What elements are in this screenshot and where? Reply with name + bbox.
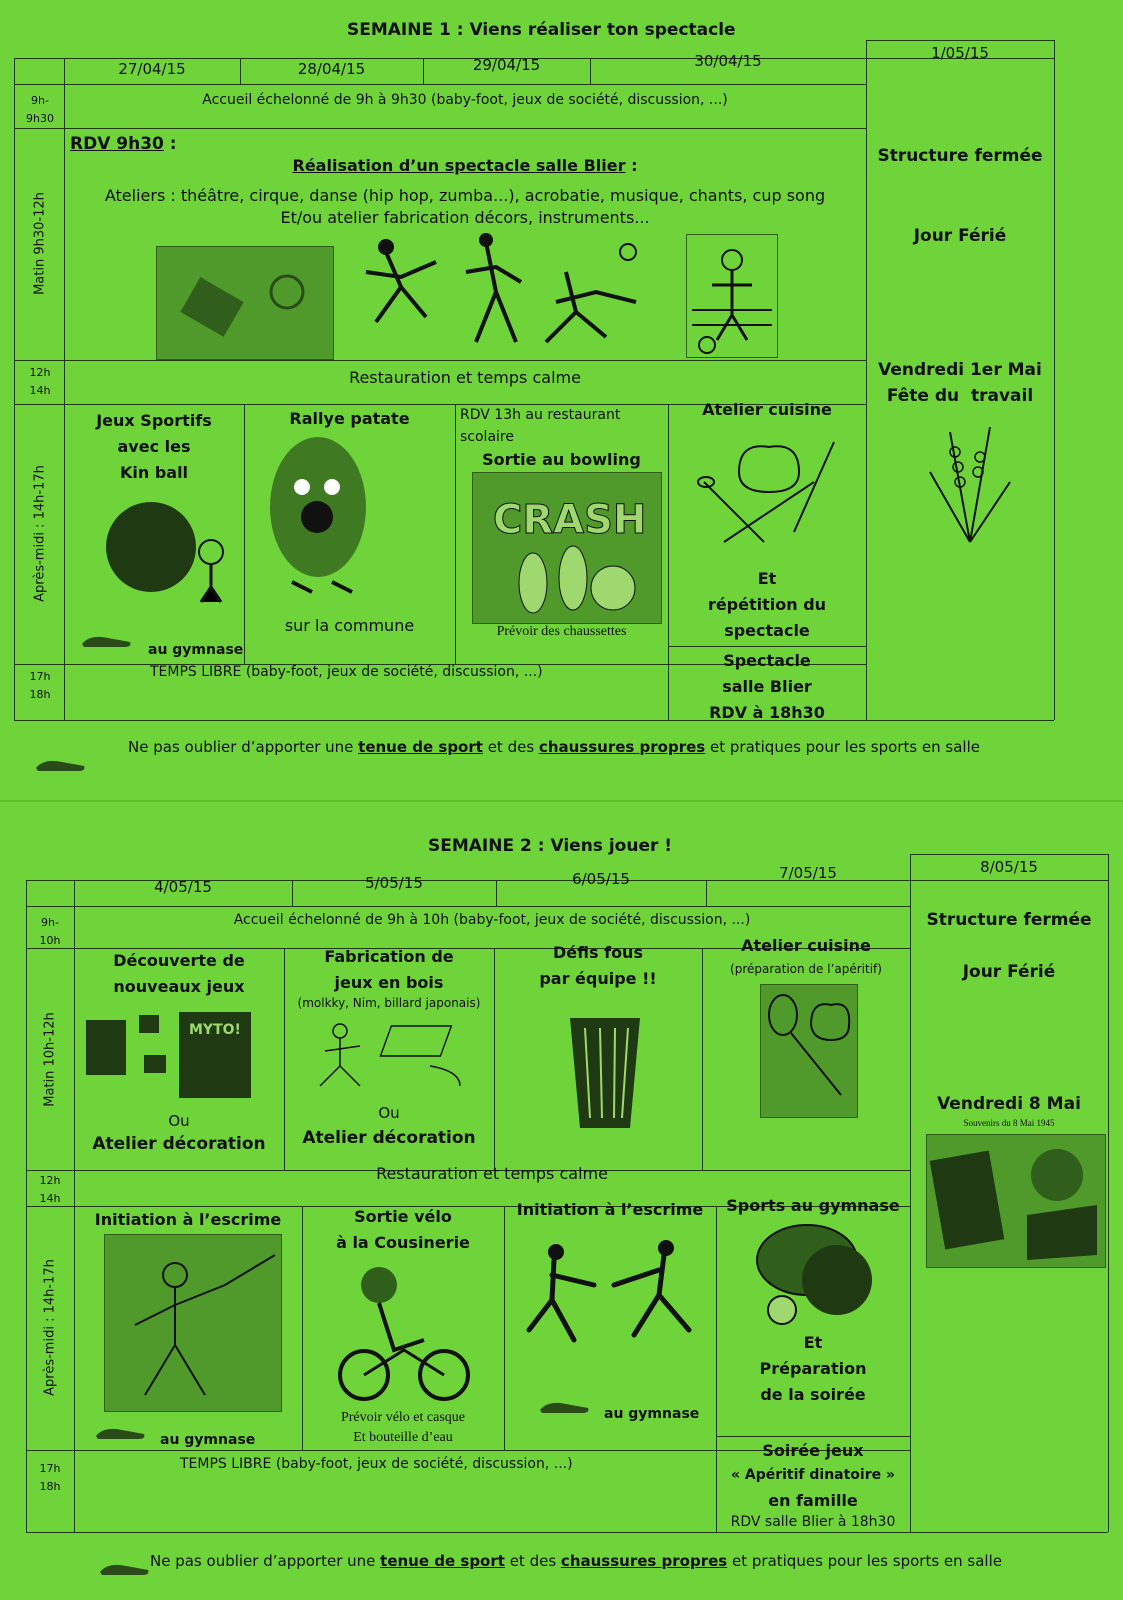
week1-aprem3-note: Prévoir des chaussettes [496,624,627,639]
week2-aprem3-note: au gymnase [604,1406,700,1422]
week1-footer-pre: Ne pas oublier d’apporter une [128,738,359,756]
week1-aprem4-bottom3: spectacle [724,621,810,640]
week1-matin-line2: Et/ou atelier fabrication décors, instruments... [280,208,650,227]
week1-aprem1-note: au gymnase [148,642,244,658]
week1-aprem4-bottom2: répétition du [707,595,827,614]
week1-date-5: 1/05/15 [931,44,989,62]
sneaker-icon [94,1424,148,1440]
week2-label-matin: Matin 10h-12h [42,1012,58,1107]
lily-of-valley-image [910,412,1030,547]
week1-aprem4-bottom1: Et [757,569,777,588]
fencing-silhouette-image [514,1240,710,1352]
week1-rdv-colon: : [169,134,177,154]
week2-aprem1-title: Initiation à l’escrime [94,1210,282,1229]
week2-soir-event-rdv: RDV salle Blier à 18h30 [730,1514,896,1530]
week2-date-2: 5/05/15 [365,874,423,892]
week1-aprem3-title: Sortie au bowling [482,450,641,469]
week1-aprem4-title: Atelier cuisine [702,400,832,419]
week2-aprem4-bottom1: Et [803,1333,823,1352]
week1-matin-line1: Ateliers : théâtre, cirque, danse (hip hop, zumba...), acrobatie, musique, chants, cup song [104,186,826,205]
week2-matin1-title [74,948,284,1000]
cyclist-image [334,1260,484,1410]
week2-label-soir: 17h 18h [39,1462,61,1493]
week2-label-accueil: 9h- 10h [39,916,61,947]
week2-aprem2-line1: Sortie vélo [354,1207,452,1226]
week2-friday-holiday: Jour Férié [962,962,1056,982]
week2-accueil: Accueil échelonné de 9h à 10h (baby-foot, jeux de société, discussion, ...) [233,912,751,928]
week1-rdv: RDV 9h30 [70,134,164,154]
week1-label-aprem: Après-midi : 14h-17h [32,465,48,602]
week2-aprem4-bottom [716,1330,910,1408]
week2-soir-event [716,1438,910,1513]
week1-friday-event2: Fête du travail [886,386,1034,406]
week2-matin2-line1: Fabrication de [324,947,454,966]
week1-footer-sport: tenue de sport [358,738,483,756]
fencer-image [104,1234,282,1412]
week2-aprem2-note1: Prévoir vélo et casque [340,1410,465,1425]
week2-footer-shoes: chaussures propres [560,1552,728,1570]
week2-soir-event1: Soirée jeux [762,1441,864,1460]
cooking-utensils-image [694,432,844,550]
week1-aprem1-line1: Jeux Sportifs [96,411,212,430]
week1-accueil: Accueil échelonné de 9h à 9h30 (baby-foot, jeux de société, discussion, ...) [202,92,728,108]
week2-aprem4-bottom2: Préparation [759,1359,867,1378]
week1-label-matin: Matin 9h30-12h [32,192,48,295]
week2-soir-event2: « Apéritif dinatoire » [730,1467,896,1483]
week2-matin1-line1: Découverte de [113,951,245,970]
week2-soir-event3: en famille [768,1491,858,1510]
week2-aprem3-title: Initiation à l’escrime [516,1200,704,1219]
week1-friday-holiday: Jour Férié [913,226,1007,246]
week2-matin4-title: Atelier cuisine [741,936,871,955]
week2-footer-mid: et des [504,1552,561,1570]
week1-aprem1 [64,408,244,486]
week1-soir-event2: salle Blier [722,677,812,696]
week1-matin-heading-colon: : [631,156,638,175]
week2-matin1-alt: Atelier décoration [92,1134,266,1154]
week1-aprem2-title: Rallye patate [289,409,410,428]
week1-midi: Restauration et temps calme [349,368,581,387]
sneaker-icon [80,632,134,648]
week2-aprem1-note: au gymnase [160,1432,256,1448]
week1-footer-mid: et des [482,738,539,756]
week1-friday-closed: Structure fermée [877,146,1043,166]
week1-friday-event1: Vendredi 1er Mai [878,360,1042,380]
sneaker-icon [34,756,88,772]
svg-text:MYTO!: MYTO! [189,1022,241,1038]
week1-date-3: 29/04/15 [472,56,541,74]
week2-aprem4-title: Sports au gymnase [726,1196,900,1215]
week2-matin2-line2: jeux en bois [334,973,444,992]
week2-footer-pre: Ne pas oublier d’apporter une [150,1552,381,1570]
svg-text:CRASH: CRASH [493,497,647,543]
dice-cup-image [560,1008,650,1138]
sneaker-icon [98,1560,152,1576]
week2-friday-event-sub: Souvenirs du 8 Mai 1945 [963,1118,1055,1128]
week1-soir-event3: RDV à 18h30 [709,703,825,722]
week2-label-midi: 12h 14h [39,1174,61,1205]
potato-image [262,432,374,600]
week1-matin-heading: Réalisation d’un spectacle salle Blier [292,156,626,175]
week1-date-1: 27/04/15 [118,60,186,78]
week2-date-5: 8/05/15 [980,858,1038,876]
week2-matin2-sub: (molkky, Nim, billard japonais) [297,996,481,1010]
week2-matin3-line2: par équipe !! [539,969,657,988]
week2-friday-event1: Vendredi 8 Mai [937,1094,1081,1114]
week1-aprem3-top: RDV 13h au restaurant scolaire [460,407,621,445]
week2-matin4-sub: (préparation de l’apéritif) [730,962,882,976]
week1-date-4: 30/04/15 [694,52,762,70]
week2-matin1-line2: nouveaux jeux [113,977,245,996]
week2-date-3: 6/05/15 [572,870,630,888]
week2-title: SEMAINE 2 : Viens jouer ! [428,836,673,856]
memorial-image [926,1134,1106,1268]
fold-line [0,800,1123,802]
week2-aprem2-note2: Et bouteille d’eau [353,1430,453,1445]
week2-aprem2-title [302,1204,504,1256]
cooking-image [760,984,858,1118]
week2-aprem2-line2: à la Cousinerie [336,1233,470,1252]
kinball-image [96,492,232,604]
week2-friday-closed: Structure fermée [926,910,1092,930]
week2-matin3-title [494,940,702,992]
week1-label-midi: 12h 14h [29,366,51,397]
week2-matin1-ou: Ou [168,1112,190,1130]
week2-midi: Restauration et temps calme [376,1164,608,1183]
board-games-image [84,1010,254,1100]
week1-title: SEMAINE 1 : Viens réaliser ton spectacle [347,20,736,40]
sports-balls-image [752,1220,882,1330]
week2-date-4: 7/05/15 [779,864,837,882]
week1-footer-post: et pratiques pour les sports en salle [705,738,980,756]
week1-footer [128,738,980,756]
week2-matin2-ou: Ou [378,1104,400,1122]
week2-soir: TEMPS LIBRE (baby-foot, jeux de société, discussion, ...) [180,1456,573,1472]
dancers-image [346,232,668,358]
week1-soir-event [668,648,866,726]
week2-footer-sport: tenue de sport [380,1552,505,1570]
juggling-hands-image [156,246,334,360]
week2-date-1: 4/05/15 [154,878,212,896]
wood-games-image [310,1016,470,1096]
week1-label-accueil: 9h- 9h30 [26,94,54,125]
week2-footer-post: et pratiques pour les sports en salle [727,1552,1002,1570]
week2-footer [150,1552,1002,1570]
week1-label-soir: 17h 18h [29,670,51,701]
week1-aprem4-bottom [668,566,866,644]
week1-footer-shoes: chaussures propres [538,738,706,756]
week1-date-2: 28/04/15 [297,60,366,78]
week1-aprem1-line3: Kin ball [119,463,189,482]
bowling-image [472,472,662,624]
week2-matin2-alt: Atelier décoration [302,1128,476,1148]
week2-matin3-line1: Défis fous [553,943,643,962]
sneaker-icon [538,1398,592,1414]
week1-soir-event1: Spectacle [723,651,811,670]
week2-label-aprem: Après-midi : 14h-17h [42,1259,58,1396]
week1-aprem1-line2: avec les [117,437,191,456]
week1-soir: TEMPS LIBRE (baby-foot, jeux de société, discussion, ...) [150,664,543,680]
clown-image [686,234,778,358]
week1-aprem2-note: sur la commune [284,616,415,635]
week2-matin2-title [284,944,494,996]
week2-aprem4-bottom3: de la soirée [760,1385,866,1404]
